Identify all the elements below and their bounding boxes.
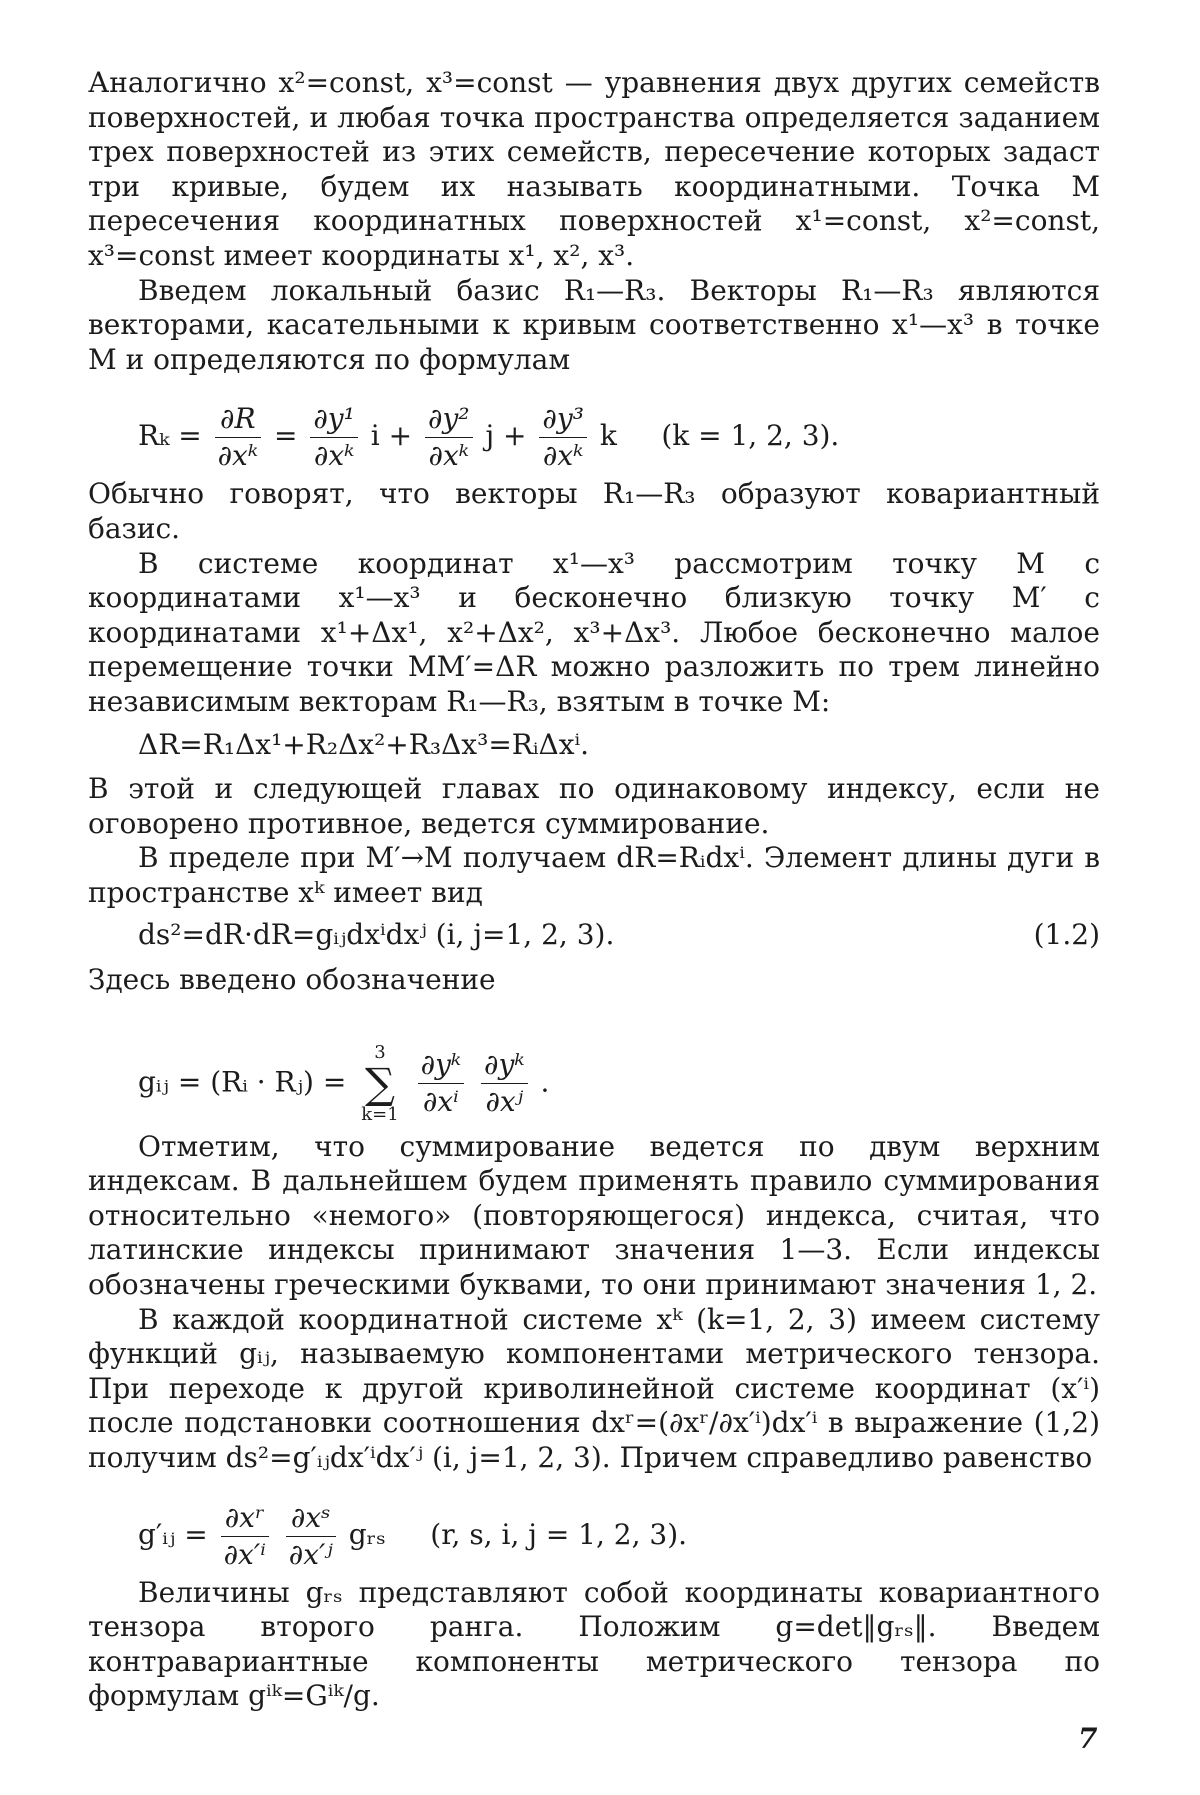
equation-delta-R: ΔR=R₁Δx¹+R₂Δx²+R₃Δx³=RᵢΔxⁱ.	[138, 727, 590, 761]
paragraph-5: В этой и следующей главах по одинаковому индексу, если не оговорено противное, ведется суммирование.	[88, 772, 1100, 840]
fraction-dxs-dxj: $\frac{\text{∂xˢ}}{\text{∂x′ʲ}}$	[286, 1500, 336, 1573]
paragraph-1: Аналогично x²=const, x³=const — уравнения двух других семейств поверхностей, и любая точка пространства определяется заданием трех поверхностей из этих семейств, пересечение которых задаст три кривые, будем их называть координатными. Точка M пересечения координатных поверхностей x¹=const, x²=const, x³=const имеет координаты x¹, x², x³.	[88, 66, 1100, 272]
gprime-condition: (r, s, i, j = 1, 2, 3).	[430, 1517, 688, 1551]
equation-gprime: g′ᵢⱼ = $\frac{\text{∂xʳ}}{\text{∂x′ⁱ}}$ $\frac{\text{∂xˢ}}{\text{∂x′ʲ}}$ gᵣₛ (r, s, i, j = 1, 2, 3).	[138, 1500, 688, 1571]
basis-condition: (k = 1, 2, 3).	[661, 419, 840, 453]
fraction-dxr-dxi: $\frac{\text{∂xʳ}}{\text{∂x′ⁱ}}$	[221, 1500, 269, 1573]
fraction-dy3-dxk: $\frac{\text{∂y³}}{\text{∂xᵏ}}$	[539, 401, 587, 474]
paragraph-3: Обычно говорят, что векторы R₁—R₃ образуют ковариантный базис.	[88, 477, 1100, 545]
paragraph-9: В каждой координатной системе xᵏ (k=1, 2, 3) имеем систему функций gᵢⱼ, называемую компонентами метрического тензора. При переходе к другой криволинейной системе координат (x′ⁱ) после подстановки соотношения dxʳ=(∂xʳ/∂x′ⁱ)dx′ⁱ в выражение (1,2) получим ds²=g′ᵢⱼdx′ⁱdx′ʲ (i, j=1, 2, 3). Причем справедливо равенство	[88, 1302, 1100, 1474]
paragraph-6: В пределе при M′→M получаем dR=Rᵢdxⁱ. Элемент длины дуги в пространстве xᵏ имеет вид	[88, 841, 1100, 909]
equation-basis: Rₖ = $\frac{\partial R}{\text{∂xᵏ}}$ = $\frac{\text{∂y¹}}{\text{∂xᵏ}}$ i + $\frac{\text{∂y²}}{\text{∂xᵏ}}$ j + $\frac{\text{∂y³}}{\text{∂xᵏ}}$ k (k = 1, 2, 3).	[138, 402, 840, 473]
equation-number: (1.2)	[1033, 918, 1100, 952]
page-number: 7	[1078, 1722, 1098, 1755]
paragraph-4: В системе координат x¹—x³ рассмотрим точку M с координатами x¹—x³ и бесконечно близкую точку M′ с координатами x¹+Δx¹, x²+Δx², x³+Δx³. Любое бесконечно малое перемещение точки MM′=ΔR можно разложить по трем линейно независимым векторам R₁—R₃, взятым в точке M:	[88, 546, 1100, 718]
fraction-dyk-dxi: $\frac{\text{∂yᵏ}}{\text{∂xⁱ}}$	[418, 1047, 465, 1120]
equation-ds2: ds²=dR·dR=gᵢⱼdxⁱdxʲ (i, j=1, 2, 3). (1.2)	[138, 918, 1100, 952]
fraction-dy1-dxk: $\frac{\text{∂y¹}}{\text{∂xᵏ}}$	[310, 401, 358, 474]
fraction-dyk-dxj: $\frac{\text{∂yᵏ}}{\text{∂xʲ}}$	[481, 1047, 528, 1120]
sum-symbol: 3 ∑ k=1	[361, 1041, 399, 1125]
paragraph-2: Введем локальный базис R₁—R₃. Векторы R₁—R₃ являются векторами, касательными к кривым соответственно x¹—x³ в точке M и определяются по формулам	[88, 273, 1100, 376]
page-text	[88, 66, 1100, 1714]
paragraph-7: Здесь введено обозначение	[88, 963, 496, 997]
fraction-dy2-dxk: $\frac{\text{∂y²}}{\text{∂xᵏ}}$	[425, 401, 473, 474]
equation-gij: gᵢⱼ = (Rᵢ · Rⱼ) = 3 ∑ k=1 $\frac{\text{∂yᵏ}}{\text{∂xⁱ}}$ $\frac{\text{∂yᵏ}}{\text{∂xʲ}}$ .	[138, 1041, 550, 1125]
basis-lhs: Rₖ =	[138, 419, 202, 453]
paragraph-8: Отметим, что суммирование ведется по двум верхним индексам. В дальнейшем будем применять правило суммирования относительно «немого» (повторяющегося) индекса, считая, что латинские индексы принимают значения 1—3. Если индексы обозначены греческими буквами, то они принимают значения 1, 2.	[88, 1129, 1100, 1302]
fraction-dR-dxk: $\frac{\partial R}{\text{∂xᵏ}}$	[215, 401, 261, 474]
paragraph-10: Величины gᵣₛ представляют собой координаты ковариантного тензора второго ранга. Положим g=det‖gᵣₛ‖. Введем контравариантные компоненты метрического тензора по формулам gⁱᵏ=Gⁱᵏ/g.	[88, 1575, 1100, 1713]
